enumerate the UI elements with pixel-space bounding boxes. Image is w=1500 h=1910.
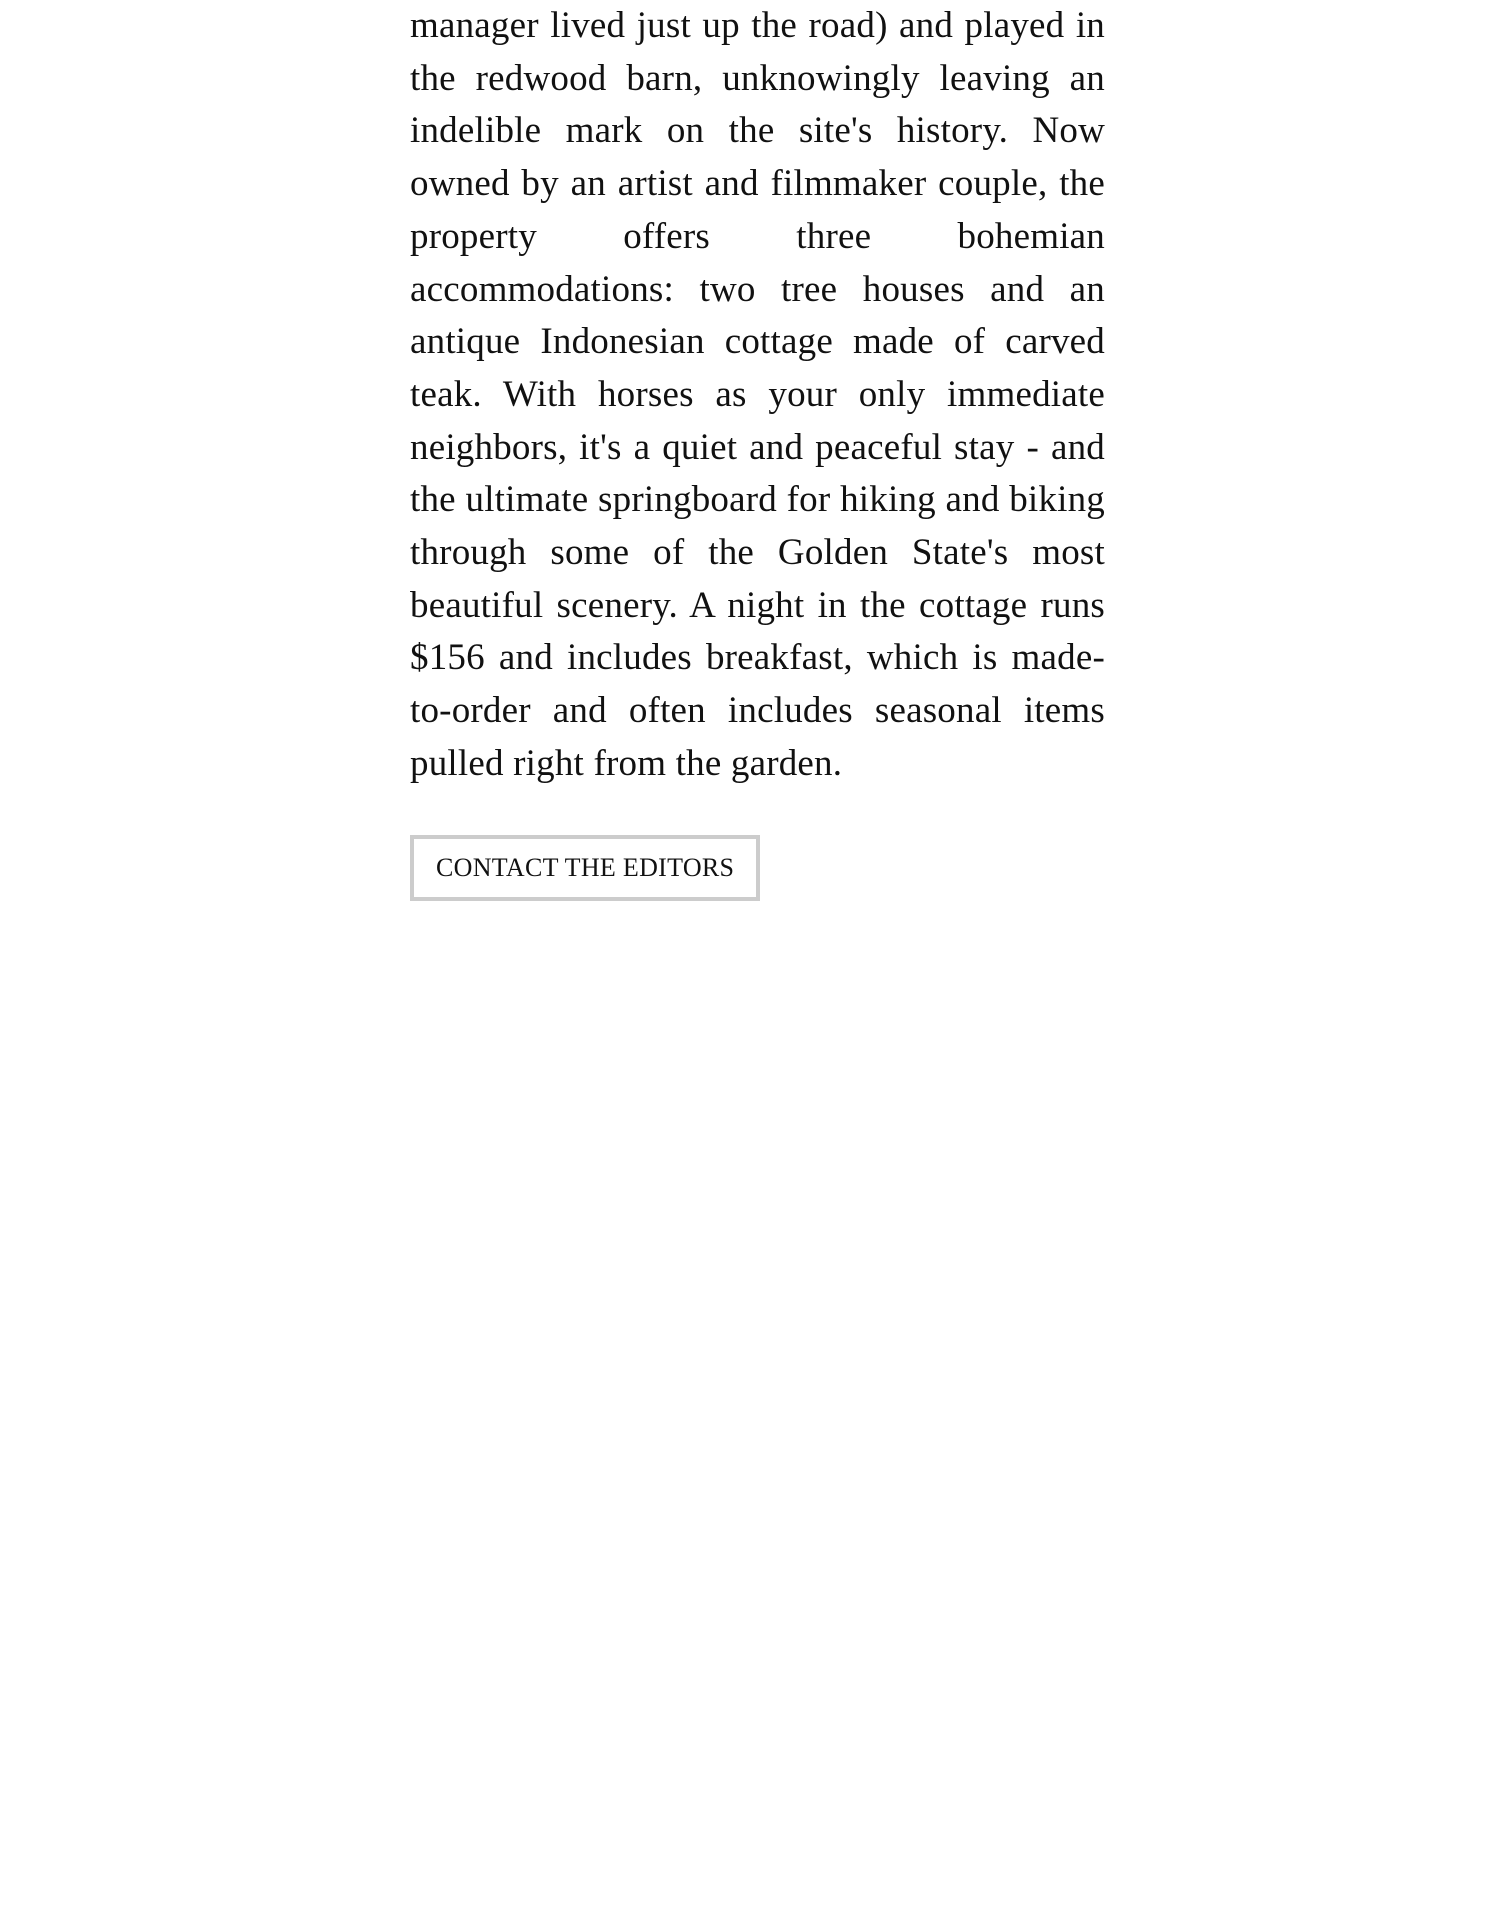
article-paragraph: manager lived just up the road) and played in the redwood barn, unknowingly leaving an indelible mark on the site's history. Now owned by an artist and filmmaker couple, the property offers three bohemian accommodations: two tree houses and an antique Indonesian cottage made of carved teak. With horses as your only immediate neighbors, it's a quiet and peaceful stay - and the ultimate springboard for hiking and biking through some of the Golden State's most beautiful scenery. A night in the cottage runs $156 and includes breakfast, which is made-to-order and often includes seasonal items pulled right from the garden. <box>410 5 1105 784</box>
contact-editors-button[interactable]: CONTACT THE EDITORS <box>410 835 760 901</box>
article-content <box>410 0 1105 901</box>
